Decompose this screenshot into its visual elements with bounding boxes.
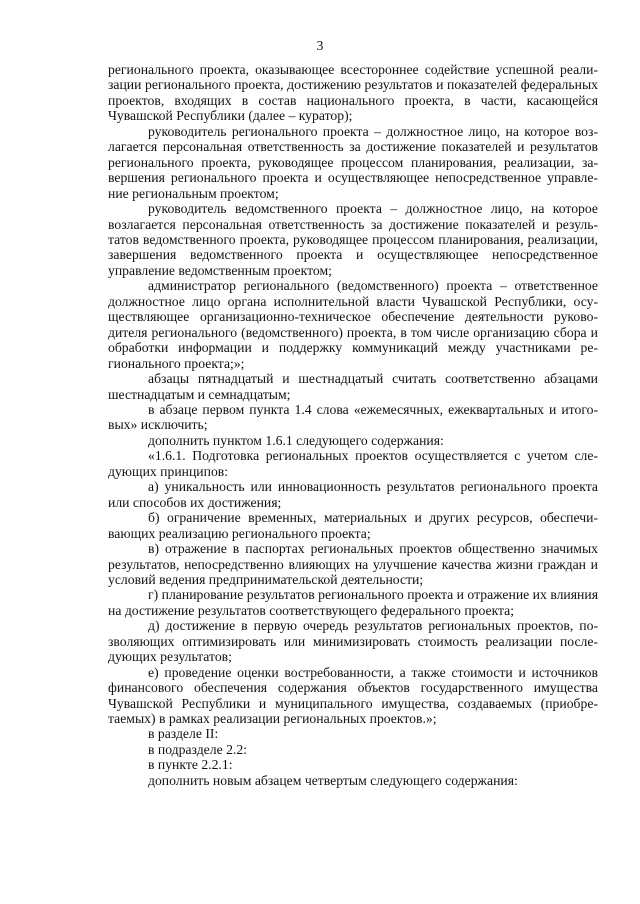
paragraph-departmental-project-head: руководитель ведомственного проекта – должностное лицо, на которое возлагается персональная ответственность за достижение показателей и результатов ведомственного проекта, руководящее процессом планирования, реализации, завершения ведомственного проекта и осуществляющее непосредственное управление ведомственным проектом; — [108, 201, 598, 278]
paragraph-add-item-1-6-1: дополнить пунктом 1.6.1 следующего содержания: — [148, 432, 444, 448]
document-body — [108, 62, 598, 788]
list-item-d: д) достижение в первую очередь результатов региональных проектов, позволяющих оптимизировать или минимизировать стоимость реализации последующих результатов; — [108, 618, 598, 665]
paragraph-add-fourth-paragraph: дополнить новым абзацем четвертым следующего содержания: — [148, 772, 518, 788]
page-number: 3 — [316, 38, 324, 53]
paragraph-curator-continuation: регионального проекта, оказывающее всестороннее содействие успешной реализации регионального проекта, достижению результатов и показателей федеральных проектов, входящих в состав национального проекта, в части, касающейся Чувашской Республики (далее – куратор); — [108, 62, 598, 124]
list-item-g: г) планирование результатов регионального проекта и отражение их влияния на достижение результатов соответствующего федерального проекта; — [108, 587, 598, 618]
paragraph-subsection-2-2: в подразделе 2.2: — [148, 741, 247, 757]
list-item-a: а) уникальность или инновационность результатов регионального проекта или способов их достижения; — [108, 479, 598, 510]
list-item-b: б) ограничение временных, материальных и других ресурсов, обеспечивающих реализацию регионального проекта; — [108, 510, 598, 541]
paragraph-item-1-4: в абзаце первом пункта 1.4 слова «ежемесячных, ежеквартальных и итоговых» исключить; — [108, 401, 598, 433]
paragraph-item-1-6-1: «1.6.1. Подготовка региональных проектов осуществляется с учетом следующих принципов: — [108, 448, 598, 479]
paragraph-section-ii: в разделе II: — [148, 726, 219, 742]
paragraph-regional-project-head: руководитель регионального проекта – должностное лицо, на которое возлагается персональная ответственность за достижение показателей и результатов регионального проекта, руководящее процессом планирования, реализации, завершения регионального проекта и осуществляющее непосредственное управление региональным проектом; — [108, 123, 598, 201]
paragraph-item-2-2-1: в пункте 2.2.1: — [148, 757, 233, 773]
list-item-v: в) отражение в паспортах региональных проектов общественно значимых результатов, непосредственно влияющих на улучшение качества жизни граждан и условий ведения предпринимательской деятельности; — [108, 541, 598, 587]
list-item-e: е) проведение оценки востребованности, а также стоимости и источников финансового обеспечения содержания объектов государственного имущества Чувашской Республики и муниципального имущества, создаваемых (приобретаемых) в рамках реализации региональных проектов.»; — [108, 664, 598, 727]
paragraph-project-administrator: администратор регионального (ведомственного) проекта – ответственное должностное лицо органа исполнительной власти Чувашской Республики, осуществляющее организационно-техническое обеспечение деятельности руководителя регионального (ведомственного) проекта, в том числе организацию сбора и обработки информации и поддержку коммуникаций между участниками регионального проекта;»; — [108, 278, 598, 371]
paragraph-renumbering: абзацы пятнадцатый и шестнадцатый считать соответственно абзацами шестнадцатым и семнадцатым; — [108, 371, 598, 402]
